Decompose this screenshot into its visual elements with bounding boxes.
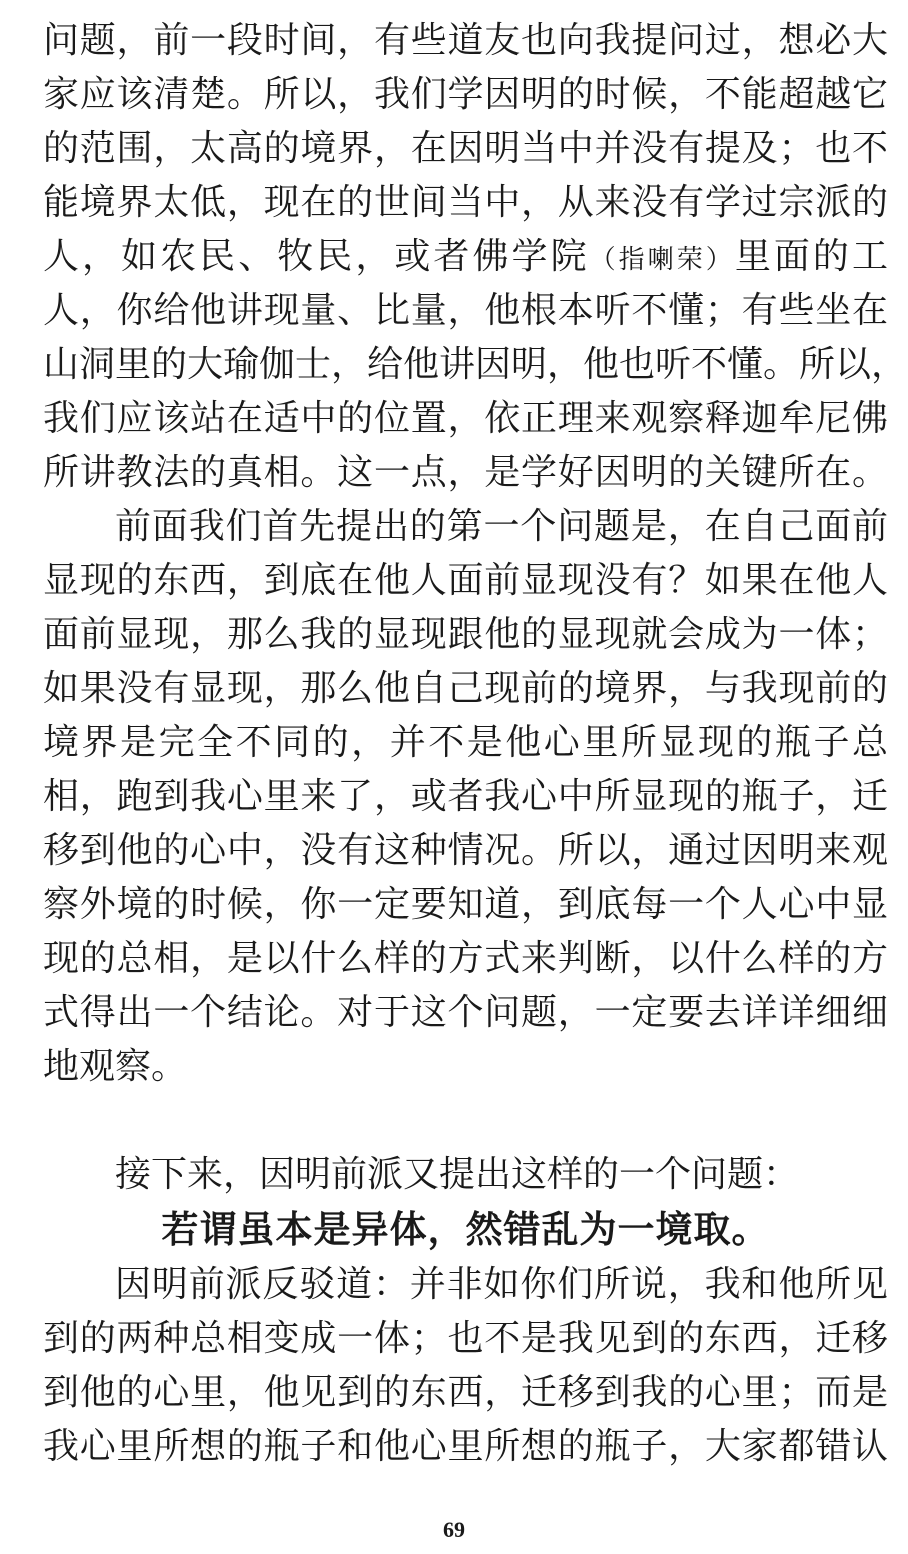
text-line: 察外境的时候，你一定要知道，到底每一个人心中显	[43, 884, 888, 925]
text-line: 显现的东西，到底在他人面前显现没有？如果在他人	[43, 560, 888, 601]
text-segment: 人，如农民、牧民，或者佛学院	[43, 236, 590, 277]
text-line: 问题，前一段时间，有些道友也向我提问过，想必大	[43, 20, 888, 61]
intro-line: 接下来，因明前派又提出这样的一个问题：	[115, 1154, 800, 1195]
text-line: 相，跑到我心里来了，或者我心中所显现的瓶子，迁	[43, 776, 888, 817]
text-line: 山洞里的大瑜伽士，给他讲因明，他也听不懂。所以，	[43, 344, 908, 385]
text-line: 境界是完全不同的，并不是他心里所显现的瓶子总	[43, 722, 888, 763]
text-line: 移到他的心中，没有这种情况。所以，通过因明来观	[43, 830, 888, 871]
text-line: 现的总相，是以什么样的方式来判断，以什么样的方	[43, 938, 888, 979]
text-line: 到的两种总相变成一体；也不是我见到的东西，迁移	[43, 1318, 888, 1359]
text-line: 如果没有显现，那么他自己现前的境界，与我现前的	[43, 668, 888, 709]
text-line: 到他的心里，他见到的东西，迁移到我的心里；而是	[43, 1372, 888, 1413]
paragraph-1	[43, 14, 908, 500]
paragraph-gap	[43, 1094, 888, 1148]
text-segment: 里面的工	[734, 236, 888, 277]
paragraph-2	[43, 500, 888, 1094]
text-line: 面前显现，那么我的显现跟他的显现就会成为一体；	[43, 614, 888, 655]
text-line: 家应该清楚。所以，我们学因明的时候，不能超越它	[43, 74, 888, 115]
verse-line: 若谓虽本是异体，然错乱为一境取。	[161, 1208, 770, 1251]
text-line: 的范围，太高的境界，在因明当中并没有提及；也不	[43, 128, 888, 169]
text-line: 所讲教法的真相。这一点，是学好因明的关键所在。	[43, 452, 888, 493]
text-line: 地观察。	[43, 1046, 188, 1087]
page-body	[43, 14, 908, 1474]
text-line: 式得出一个结论。对于这个问题，一定要去详详细细	[43, 992, 888, 1033]
inline-note: （指喇荣）	[589, 245, 735, 275]
text-line: 我们应该站在适中的位置，依正理来观察释迦牟尼佛	[43, 398, 888, 439]
text-line: 人，你给他讲现量、比量，他根本听不懂；有些坐在	[43, 290, 888, 331]
text-line: 我心里所想的瓶子和他心里所想的瓶子，大家都错认	[43, 1426, 888, 1467]
text-line: 能境界太低，现在的世间当中，从来没有学过宗派的	[43, 182, 888, 223]
text-line: 前面我们首先提出的第一个问题是，在自己面前	[115, 506, 888, 547]
page-number: 69	[443, 1517, 465, 1542]
paragraph-3	[43, 1258, 888, 1474]
text-line	[43, 230, 888, 284]
text-line: 因明前派反驳道：并非如你们所说，我和他所见	[115, 1264, 888, 1305]
